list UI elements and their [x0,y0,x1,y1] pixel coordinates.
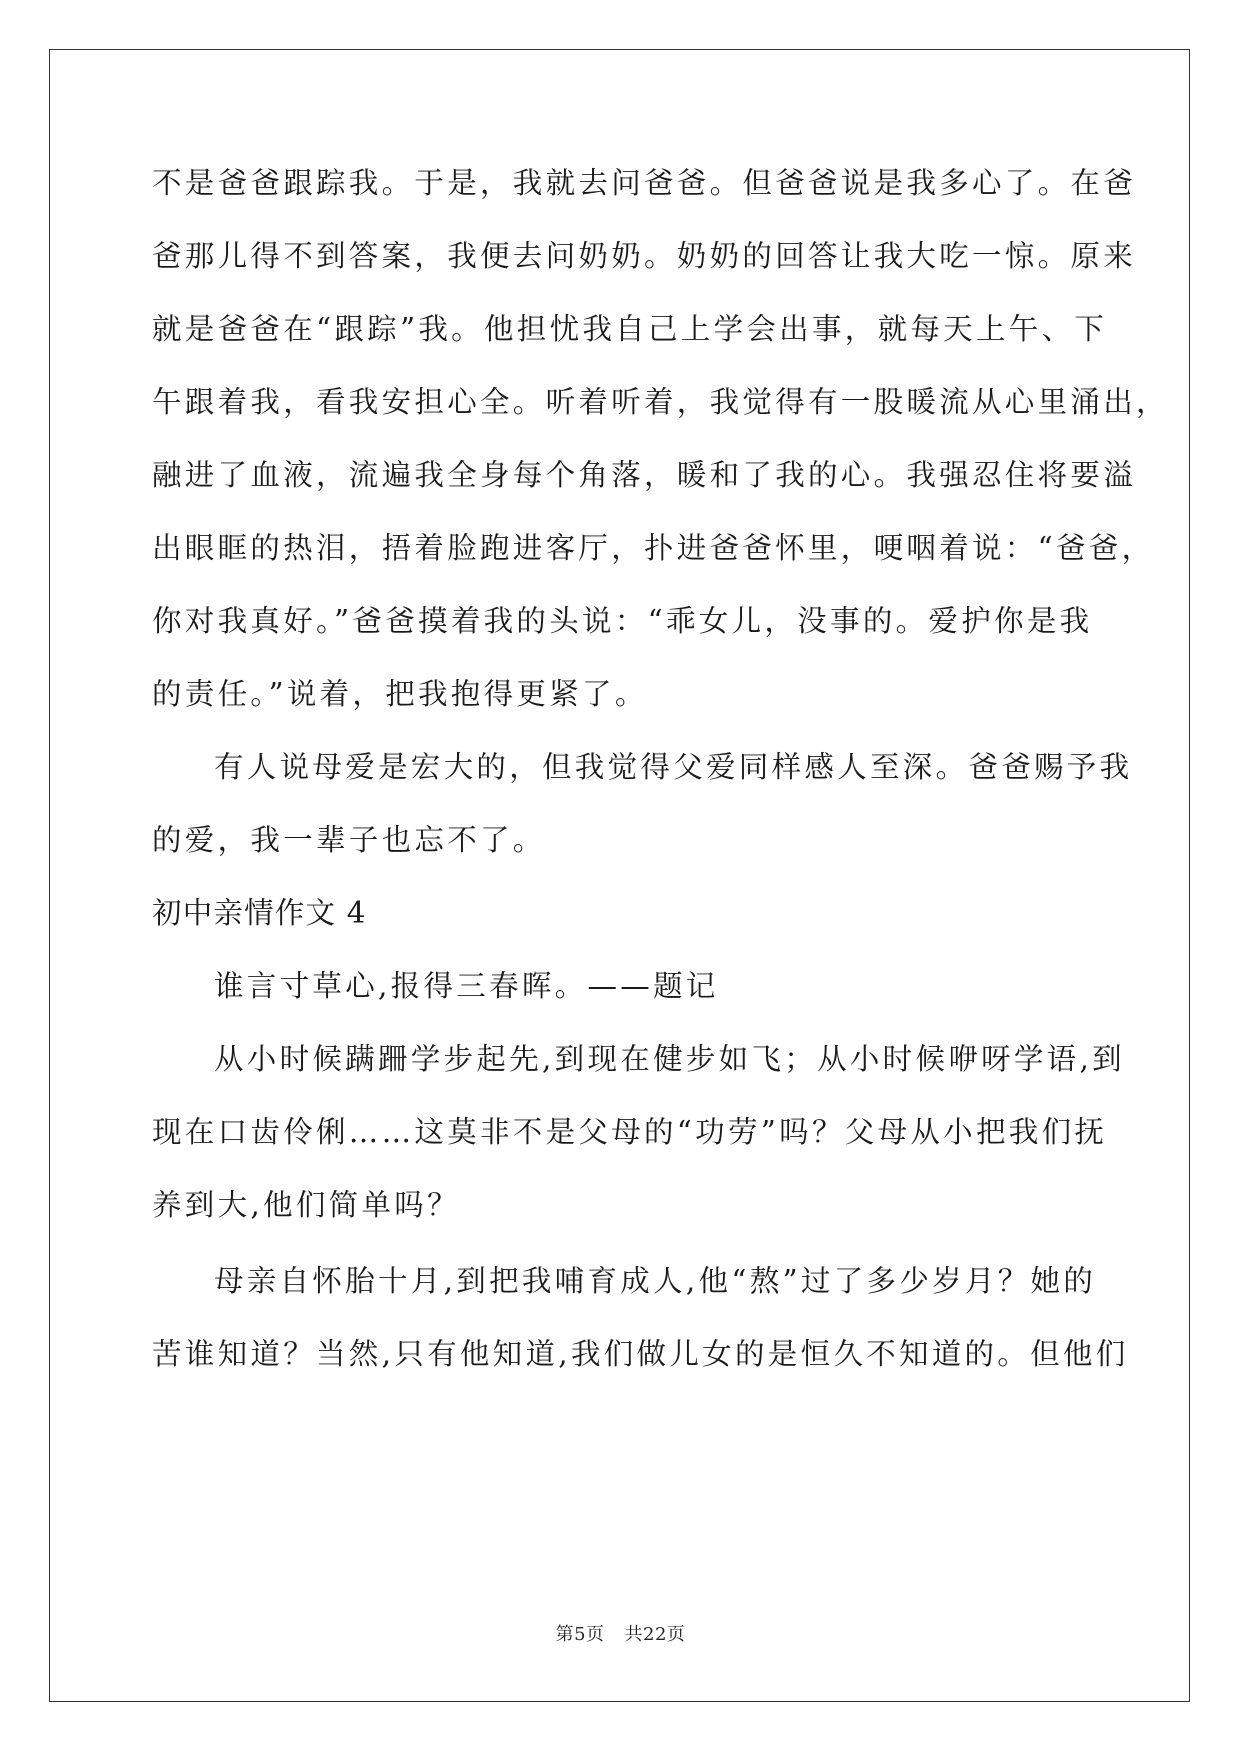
section-heading: 初中亲情作文 4 [152,896,367,930]
text-line: 现在口齿伶俐……这莫非不是父母的“功劳”吗？父母从小把我们抚 [152,1115,1108,1149]
page-label: 第 [555,1624,575,1645]
total-label: 共 [624,1624,644,1645]
text-line: 出眼眶的热泪，捂着脸跑进客厅，扑进爸爸怀里，哽咽着说：“爸爸， [152,531,1155,565]
text-line: 融进了血液，流遍我全身每个角落，暖和了我的心。我强忍住将要溢 [152,458,1137,492]
page-border [49,49,1190,1702]
page-footer [0,1620,1241,1646]
text-line: 养到大,他们简单吗？ [152,1188,460,1222]
text-line: 的责任。”说着，把我抱得更紧了。 [152,677,648,711]
text-line: 就是爸爸在“跟踪”我。他担忧我自己上学会出事，就每天上午、下 [152,312,1108,346]
total-pages: 22 [643,1624,667,1645]
page-number: 5 [574,1624,587,1645]
paragraph-first-line: 有人说母爱是宏大的，但我觉得父爱同样感人至深。爸爸赐予我 [214,750,1133,784]
paragraph-first-line: 母亲自怀胎十月,到把我哺育成人,他“熬”过了多少岁月？她的 [214,1264,1097,1298]
paragraph-first-line: 从小时候蹒跚学步起先,到现在健步如飞；从小时候咿呀学语,到 [214,1042,1125,1076]
epigraph: 谁言寸草心,报得三春晖。——题记 [214,969,719,1003]
page-suffix: 页 [586,1624,605,1645]
text-line: 午跟着我，看我安担心全。听着听着，我觉得有一股暖流从心里涌出， [152,385,1169,419]
text-line: 你对我真好。”爸爸摸着我的头说：“乖女儿，没事的。爱护你是我 [152,604,1093,638]
text-line: 苦谁知道？当然,只有他知道,我们做儿女的是恒久不知道的。但他们 [152,1337,1129,1371]
text-line: 不是爸爸跟踪我。于是，我就去问爸爸。但爸爸说是我多心了。在爸 [152,166,1137,200]
text-line: 的爱，我一辈子也忘不了。 [152,823,546,857]
text-line: 爸那儿得不到答案，我便去问奶奶。奶奶的回答让我大吃一惊。原来 [152,239,1137,273]
total-suffix: 页 [666,1624,686,1645]
